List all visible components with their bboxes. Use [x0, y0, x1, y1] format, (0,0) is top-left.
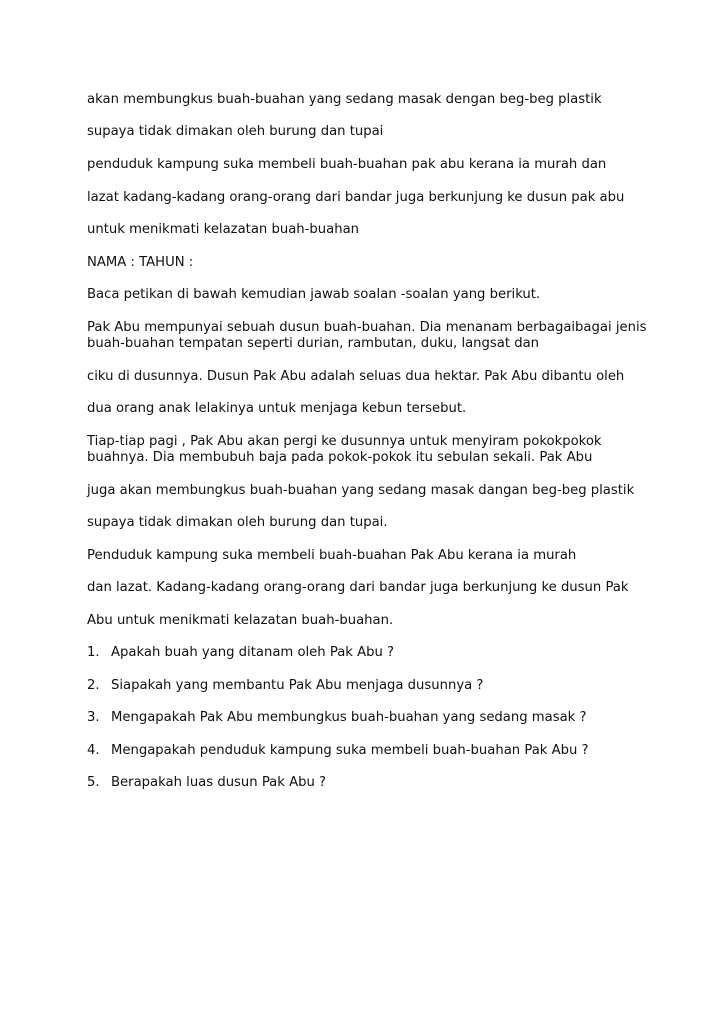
passage-line: Abu untuk menikmati kelazatan buah-buahan. [87, 613, 394, 628]
fragment-line: akan membungkus buah-buahan yang sedang masak dengan beg-beg plastik [87, 92, 602, 107]
question-item [87, 775, 326, 791]
question-number: 5. [87, 775, 100, 790]
question-text: Siapakah yang membantu Pak Abu menjaga dusunnya ? [111, 678, 484, 693]
passage-line: Tiap-tiap pagi , Pak Abu akan pergi ke dusunnya untuk menyiram pokokpokok [87, 434, 602, 449]
passage-line: dan lazat. Kadang-kadang orang-orang dari bandar juga berkunjung ke dusun Pak [87, 580, 629, 595]
passage-line: Penduduk kampung suka membeli buah-buahan Pak Abu kerana ia murah [87, 548, 577, 563]
fragment-line: untuk menikmati kelazatan buah-buahan [87, 222, 360, 237]
name-year-header: NAMA : TAHUN : [87, 255, 194, 270]
passage-line: supaya tidak dimakan oleh burung dan tupai. [87, 515, 388, 530]
question-number: 1. [87, 645, 100, 660]
passage-line: ciku di dusunnya. Dusun Pak Abu adalah seluas dua hektar. Pak Abu dibantu oleh [87, 369, 625, 384]
passage-line: buahnya. Dia membubuh baja pada pokok-pokok itu sebulan sekali. Pak Abu [87, 450, 593, 465]
question-item [87, 645, 394, 661]
instruction-text: Baca petikan di bawah kemudian jawab soalan -soalan yang berikut. [87, 287, 541, 302]
question-text: Apakah buah yang ditanam oleh Pak Abu ? [111, 645, 395, 660]
question-item [87, 710, 587, 726]
question-number: 4. [87, 743, 100, 758]
question-text: Mengapakah Pak Abu membungkus buah-buahan yang sedang masak ? [111, 710, 587, 725]
question-number: 3. [87, 710, 100, 725]
passage-line: Pak Abu mempunyai sebuah dusun buah-buahan. Dia menanam berbagaibagai jenis [87, 320, 647, 335]
fragment-line: supaya tidak dimakan oleh burung dan tupai [87, 124, 384, 139]
passage-line: buah-buahan tempatan seperti durian, rambutan, duku, langsat dan [87, 336, 540, 351]
question-text: Mengapakah penduduk kampung suka membeli buah-buahan Pak Abu ? [111, 743, 589, 758]
question-text: Berapakah luas dusun Pak Abu ? [111, 775, 327, 790]
fragment-line: lazat kadang-kadang orang-orang dari bandar juga berkunjung ke dusun pak abu [87, 190, 625, 205]
fragment-line: penduduk kampung suka membeli buah-buahan pak abu kerana ia murah dan [87, 157, 607, 172]
passage-line: juga akan membungkus buah-buahan yang sedang masak dangan beg-beg plastik [87, 483, 635, 498]
question-number: 2. [87, 678, 100, 693]
question-item [87, 678, 483, 694]
question-item [87, 743, 589, 759]
passage-line: dua orang anak lelakinya untuk menjaga kebun tersebut. [87, 401, 467, 416]
